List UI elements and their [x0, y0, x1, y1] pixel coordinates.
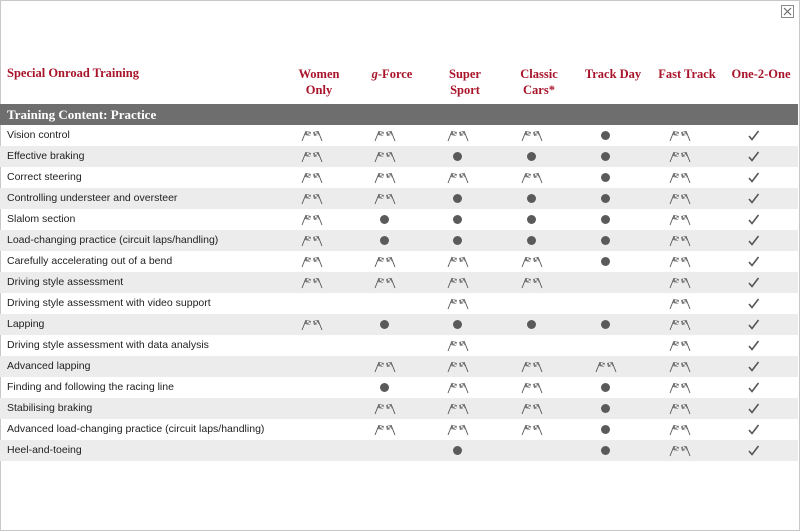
- table-cell: [348, 146, 422, 167]
- checkered-flags-icon: [373, 171, 397, 184]
- row-label: Controlling understeer and oversteer: [7, 192, 178, 204]
- checkered-flags-icon: [446, 339, 470, 352]
- table-cell: [348, 230, 422, 251]
- checkered-flags-icon: [668, 402, 692, 415]
- table-cell: [421, 293, 495, 314]
- table-row: [0, 230, 798, 251]
- checkered-flags-icon: [300, 171, 324, 184]
- table-cell: [348, 398, 422, 419]
- table-row: [0, 167, 798, 188]
- table-cell: [643, 188, 717, 209]
- checkered-flags-icon: [520, 171, 544, 184]
- dot-icon: [380, 320, 389, 329]
- section-header: [0, 104, 798, 125]
- dot-icon: [601, 320, 610, 329]
- checkered-flags-icon: [300, 255, 324, 268]
- dot-icon: [601, 383, 610, 392]
- table-cell: [569, 146, 643, 167]
- check-icon: [747, 297, 760, 310]
- table-row: [0, 251, 798, 272]
- table-cell: [643, 251, 717, 272]
- table-cell: [421, 377, 495, 398]
- table-cell: [421, 230, 495, 251]
- table-cell: [275, 398, 349, 419]
- dot-icon: [527, 152, 536, 161]
- table-cell: [348, 188, 422, 209]
- checkered-flags-icon: [373, 402, 397, 415]
- dot-icon: [527, 320, 536, 329]
- table-cell: [421, 335, 495, 356]
- table-header: [7, 66, 798, 102]
- table-cell: [569, 440, 643, 461]
- table-cell: [569, 419, 643, 440]
- table-cell: [275, 272, 349, 293]
- table-cell: [495, 125, 569, 146]
- checkered-flags-icon: [300, 129, 324, 142]
- dot-icon: [527, 194, 536, 203]
- table-cell: [569, 125, 643, 146]
- checkered-flags-icon: [668, 255, 692, 268]
- table-cell: [717, 356, 791, 377]
- column-header: Fast Track: [658, 67, 716, 81]
- table-cell: [495, 440, 569, 461]
- row-label: Slalom section: [7, 213, 76, 225]
- row-label: Effective braking: [7, 150, 85, 162]
- table-row: [0, 272, 798, 293]
- table-cell: [348, 272, 422, 293]
- checkered-flags-icon: [668, 444, 692, 457]
- dot-icon: [601, 152, 610, 161]
- table-cell: [348, 335, 422, 356]
- checkered-flags-icon: [668, 150, 692, 163]
- table-cell: [717, 314, 791, 335]
- table-cell: [717, 293, 791, 314]
- table-cell: [569, 251, 643, 272]
- check-icon: [747, 360, 760, 373]
- checkered-flags-icon: [668, 171, 692, 184]
- checkered-flags-icon: [520, 129, 544, 142]
- table-cell: [643, 398, 717, 419]
- training-table: [0, 125, 798, 461]
- table-row: [0, 209, 798, 230]
- row-label: Carefully accelerating out of a bend: [7, 255, 173, 267]
- table-cell: [348, 209, 422, 230]
- column-header: Super Sport: [449, 67, 481, 97]
- row-label: Driving style assessment: [7, 276, 124, 288]
- table-cell: [421, 251, 495, 272]
- table-cell: [348, 440, 422, 461]
- column-header: Track Day: [584, 67, 642, 81]
- table-cell: [495, 377, 569, 398]
- row-label: Finding and following the racing line: [7, 381, 174, 393]
- table-cell: [717, 377, 791, 398]
- table-cell: [495, 188, 569, 209]
- checkered-flags-icon: [520, 423, 544, 436]
- check-icon: [747, 423, 760, 436]
- table-cell: [495, 209, 569, 230]
- table-cell: [717, 251, 791, 272]
- check-icon: [747, 129, 760, 142]
- column-header-rest: -Force: [377, 67, 413, 81]
- table-row: [0, 398, 798, 419]
- check-icon: [747, 171, 760, 184]
- table-cell: [643, 167, 717, 188]
- table-cell: [275, 209, 349, 230]
- checkered-flags-icon: [668, 360, 692, 373]
- table-cell: [348, 167, 422, 188]
- checkered-flags-icon: [300, 234, 324, 247]
- table-cell: [569, 356, 643, 377]
- dot-icon: [453, 194, 462, 203]
- column-header: [355, 66, 429, 82]
- table-cell: [717, 167, 791, 188]
- checkered-flags-icon: [520, 381, 544, 394]
- row-label: Vision control: [7, 129, 70, 141]
- table-cell: [348, 251, 422, 272]
- dot-icon: [601, 215, 610, 224]
- dot-icon: [601, 131, 610, 140]
- checkered-flags-icon: [300, 192, 324, 205]
- checkered-flags-icon: [300, 318, 324, 331]
- checkered-flags-icon: [300, 276, 324, 289]
- checkered-flags-icon: [373, 129, 397, 142]
- checkered-flags-icon: [373, 360, 397, 373]
- table-cell: [569, 377, 643, 398]
- table-cell: [569, 167, 643, 188]
- table-cell: [421, 272, 495, 293]
- table-cell: [348, 356, 422, 377]
- table-cell: [421, 398, 495, 419]
- dot-icon: [453, 152, 462, 161]
- dot-icon: [453, 236, 462, 245]
- row-label: Lapping: [7, 318, 45, 330]
- table-cell: [643, 314, 717, 335]
- table-cell: [495, 146, 569, 167]
- checkered-flags-icon: [446, 402, 470, 415]
- table-cell: [421, 419, 495, 440]
- dot-icon: [380, 236, 389, 245]
- table-cell: [495, 167, 569, 188]
- table-cell: [717, 146, 791, 167]
- table-cell: [717, 272, 791, 293]
- checkered-flags-icon: [520, 255, 544, 268]
- checkered-flags-icon: [520, 360, 544, 373]
- checkered-flags-icon: [520, 276, 544, 289]
- row-label: Heel-and-toeing: [7, 444, 82, 456]
- check-icon: [747, 402, 760, 415]
- checkered-flags-icon: [373, 192, 397, 205]
- dot-icon: [601, 404, 610, 413]
- row-label: Correct steering: [7, 171, 82, 183]
- table-cell: [717, 209, 791, 230]
- dot-icon: [601, 194, 610, 203]
- dot-icon: [453, 320, 462, 329]
- table-cell: [495, 272, 569, 293]
- table-cell: [275, 167, 349, 188]
- table-cell: [421, 314, 495, 335]
- checkered-flags-icon: [668, 192, 692, 205]
- table-cell: [569, 335, 643, 356]
- table-cell: [421, 146, 495, 167]
- dot-icon: [527, 215, 536, 224]
- table-cell: [569, 293, 643, 314]
- table-cell: [348, 314, 422, 335]
- table-cell: [717, 335, 791, 356]
- checkered-flags-icon: [668, 318, 692, 331]
- table-cell: [643, 419, 717, 440]
- row-label: Advanced lapping: [7, 360, 91, 372]
- checkered-flags-icon: [373, 423, 397, 436]
- table-cell: [569, 230, 643, 251]
- checkered-flags-icon: [300, 213, 324, 226]
- checkered-flags-icon: [373, 150, 397, 163]
- checkered-flags-icon: [446, 129, 470, 142]
- table-cell: [275, 440, 349, 461]
- table-cell: [643, 209, 717, 230]
- table-cell: [421, 188, 495, 209]
- checkered-flags-icon: [446, 297, 470, 310]
- table-cell: [717, 188, 791, 209]
- section-title: Training Content: Practice: [7, 107, 157, 122]
- table-cell: [275, 230, 349, 251]
- checkered-flags-icon: [446, 381, 470, 394]
- table-row: [0, 440, 798, 461]
- table-cell: [643, 335, 717, 356]
- table-cell: [275, 419, 349, 440]
- table-row: [0, 335, 798, 356]
- check-icon: [747, 150, 760, 163]
- check-icon: [747, 276, 760, 289]
- checkered-flags-icon: [668, 381, 692, 394]
- table-cell: [421, 125, 495, 146]
- table-cell: [643, 146, 717, 167]
- table-cell: [275, 335, 349, 356]
- check-icon: [747, 213, 760, 226]
- table-cell: [643, 440, 717, 461]
- table-cell: [348, 125, 422, 146]
- column-header: Classic Cars*: [520, 67, 558, 97]
- checkered-flags-icon: [520, 402, 544, 415]
- table-row: [0, 125, 798, 146]
- column-header: One-2-One: [731, 67, 791, 81]
- table-cell: [275, 146, 349, 167]
- checkered-flags-icon: [446, 276, 470, 289]
- table-cell: [643, 293, 717, 314]
- table-cell: [275, 314, 349, 335]
- checkered-flags-icon: [446, 255, 470, 268]
- row-label: Advanced load-changing practice (circuit laps/handling): [7, 423, 265, 435]
- table-cell: [495, 356, 569, 377]
- dot-icon: [601, 236, 610, 245]
- table-cell: [569, 272, 643, 293]
- table-cell: [348, 293, 422, 314]
- checkered-flags-icon: [668, 234, 692, 247]
- table-row: [0, 314, 798, 335]
- dot-icon: [453, 446, 462, 455]
- table-cell: [643, 125, 717, 146]
- row-label: Stabilising braking: [7, 402, 93, 414]
- close-icon[interactable]: [781, 5, 794, 18]
- table-cell: [275, 188, 349, 209]
- table-cell: [275, 377, 349, 398]
- checkered-flags-icon: [373, 255, 397, 268]
- check-icon: [747, 339, 760, 352]
- checkered-flags-icon: [594, 360, 618, 373]
- table-cell: [421, 440, 495, 461]
- check-icon: [747, 234, 760, 247]
- table-cell: [717, 125, 791, 146]
- table-cell: [495, 293, 569, 314]
- checkered-flags-icon: [668, 213, 692, 226]
- table-cell: [569, 188, 643, 209]
- checkered-flags-icon: [668, 339, 692, 352]
- check-icon: [747, 444, 760, 457]
- column-header: Women Only: [298, 67, 340, 97]
- table-row: [0, 293, 798, 314]
- table-row: [0, 377, 798, 398]
- table-cell: [717, 230, 791, 251]
- check-icon: [747, 255, 760, 268]
- checkered-flags-icon: [300, 150, 324, 163]
- table-cell: [495, 314, 569, 335]
- table-row: [0, 188, 798, 209]
- row-label: Load-changing practice (circuit laps/handling): [7, 234, 219, 246]
- table-cell: [275, 293, 349, 314]
- dot-icon: [453, 215, 462, 224]
- check-icon: [747, 381, 760, 394]
- table-row: [0, 146, 798, 167]
- check-icon: [747, 192, 760, 205]
- table-cell: [275, 125, 349, 146]
- table-cell: [569, 314, 643, 335]
- dot-icon: [601, 257, 610, 266]
- checkered-flags-icon: [446, 423, 470, 436]
- table-cell: [421, 356, 495, 377]
- dot-icon: [601, 446, 610, 455]
- checkered-flags-icon: [446, 171, 470, 184]
- table-cell: [348, 419, 422, 440]
- table-cell: [643, 272, 717, 293]
- table-cell: [495, 251, 569, 272]
- table-cell: [495, 230, 569, 251]
- checkered-flags-icon: [668, 276, 692, 289]
- table-cell: [643, 230, 717, 251]
- table-row: [0, 356, 798, 377]
- dot-icon: [601, 173, 610, 182]
- checkered-flags-icon: [668, 129, 692, 142]
- checkered-flags-icon: [668, 297, 692, 310]
- checkered-flags-icon: [668, 423, 692, 436]
- table-title: Special Onroad Training: [7, 66, 139, 80]
- table-cell: [275, 251, 349, 272]
- table-cell: [421, 167, 495, 188]
- dot-icon: [527, 236, 536, 245]
- checkered-flags-icon: [373, 276, 397, 289]
- row-label: Driving style assessment with video support: [7, 297, 211, 309]
- column-header-italic: g: [371, 67, 378, 81]
- table-cell: [717, 440, 791, 461]
- row-label: Driving style assessment with data analysis: [7, 339, 209, 351]
- table-cell: [495, 419, 569, 440]
- dot-icon: [380, 383, 389, 392]
- dot-icon: [380, 215, 389, 224]
- table-cell: [348, 377, 422, 398]
- table-cell: [275, 356, 349, 377]
- table-cell: [495, 335, 569, 356]
- table-cell: [643, 356, 717, 377]
- table-cell: [717, 419, 791, 440]
- table-cell: [569, 398, 643, 419]
- table-cell: [569, 209, 643, 230]
- table-cell: [717, 398, 791, 419]
- checkered-flags-icon: [446, 360, 470, 373]
- table-cell: [421, 209, 495, 230]
- table-row: [0, 419, 798, 440]
- table-cell: [643, 377, 717, 398]
- check-icon: [747, 318, 760, 331]
- table-cell: [495, 398, 569, 419]
- dot-icon: [601, 425, 610, 434]
